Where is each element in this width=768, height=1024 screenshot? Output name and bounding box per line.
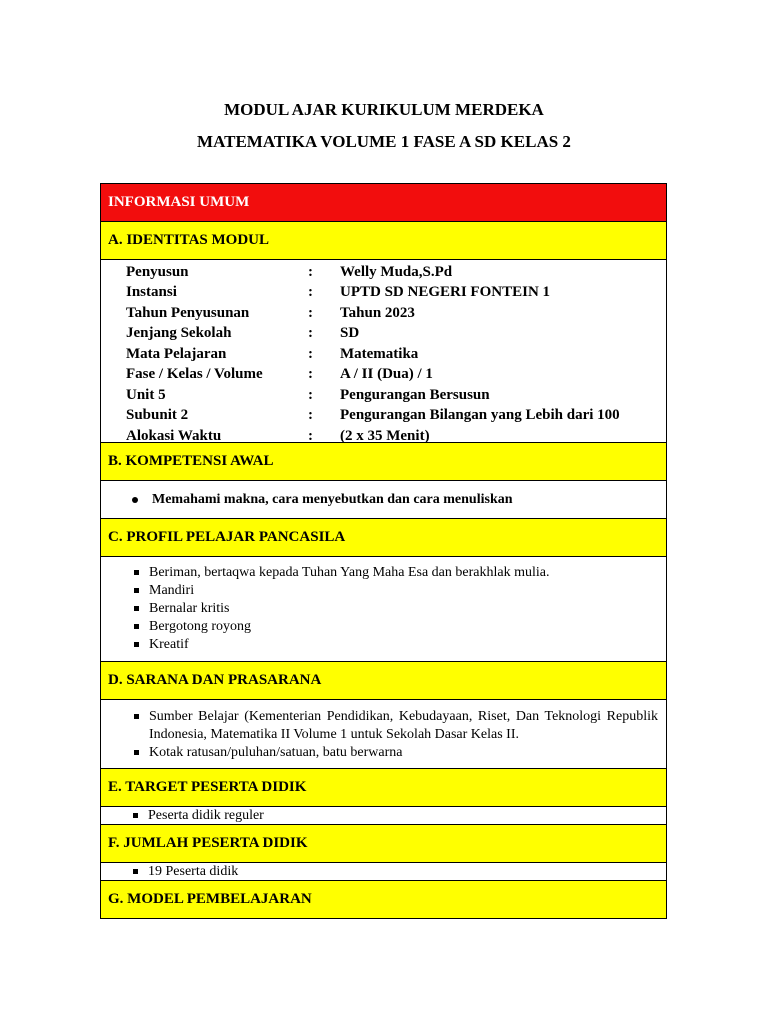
identitas-separator: :: [308, 263, 313, 280]
identitas-separator: :: [308, 427, 313, 444]
target-body: [101, 806, 666, 824]
identitas-row: [126, 324, 666, 345]
list-item: Bernalar kritis: [149, 600, 666, 618]
list-item: Sumber Belajar (Kementerian Pendidikan, Kebudayaan, Riset, Dan Teknologi Republik Indonesia, Matematika II Volume 1 untuk Sekolah Dasar Kelas II.: [149, 709, 658, 742]
identitas-value: (2 x 35 Menit): [340, 427, 430, 444]
list-item: 19 Peserta didik: [148, 863, 239, 879]
identitas-separator: :: [308, 366, 313, 383]
profil-list: [101, 564, 666, 654]
identitas-list: [101, 260, 666, 449]
identitas-label: Tahun Penyusunan: [126, 304, 250, 321]
sarana-body: [101, 699, 666, 768]
target-list: [101, 807, 264, 825]
identitas-row: [126, 406, 666, 427]
identitas-row: [126, 385, 666, 406]
identitas-separator: :: [308, 304, 313, 321]
identitas-label: Unit 5: [126, 386, 166, 403]
identitas-value: UPTD SD NEGERI FONTEIN 1: [340, 284, 551, 301]
identitas-separator: :: [308, 386, 313, 403]
identitas-value: SD: [340, 325, 360, 342]
list-item: Kotak ratusan/puluhan/satuan, batu berwarna: [149, 744, 658, 762]
identitas-row: [126, 426, 666, 447]
identitas-separator: :: [308, 284, 313, 301]
heading-model-pembelajaran: G. MODEL PEMBELAJARAN: [101, 880, 666, 918]
list-item: Peserta didik reguler: [148, 807, 264, 823]
document-title: MODUL AJAR KURIKULUM MERDEKA: [224, 100, 544, 119]
section-informasi-umum: INFORMASI UMUM: [101, 184, 666, 221]
identitas-label: Jenjang Sekolah: [126, 325, 232, 342]
identitas-row: [126, 262, 666, 283]
identitas-value: Tahun 2023: [340, 304, 415, 321]
identitas-label: Mata Pelajaran: [126, 345, 227, 362]
identitas-separator: :: [308, 407, 313, 424]
heading-target-peserta: E. TARGET PESERTA DIDIK: [101, 768, 666, 806]
jumlah-body: [101, 862, 666, 880]
document-subtitle: MATEMATIKA VOLUME 1 FASE A SD KELAS 2: [197, 132, 571, 151]
identitas-label: Alokasi Waktu: [126, 427, 222, 444]
profil-body: [101, 556, 666, 661]
identitas-value: Matematika: [340, 345, 419, 362]
list-item: Kreatif: [149, 636, 666, 654]
identitas-separator: :: [308, 325, 313, 342]
identitas-label: Instansi: [126, 284, 177, 301]
identitas-label: Subunit 2: [126, 407, 189, 424]
identitas-label: Fase / Kelas / Volume: [126, 366, 263, 383]
heading-identitas-modul: A. IDENTITAS MODUL: [101, 221, 666, 259]
heading-jumlah-peserta: F. JUMLAH PESERTA DIDIK: [101, 824, 666, 862]
identitas-value: Pengurangan Bilangan yang Lebih dari 100: [340, 407, 620, 424]
identitas-label: Penyusun: [126, 263, 189, 280]
identitas-value: A / II (Dua) / 1: [340, 366, 433, 383]
list-item: Mandiri: [149, 582, 666, 600]
list-item: Bergotong royong: [149, 618, 666, 636]
sarana-list: [101, 708, 666, 762]
heading-profil-pelajar: C. PROFIL PELAJAR PANCASILA: [101, 518, 666, 556]
identitas-row: [126, 344, 666, 365]
list-item: Memahami makna, cara menyebutkan dan cara menuliskan: [152, 491, 513, 507]
kompetensi-body: [101, 480, 666, 518]
heading-kompetensi-awal: B. KOMPETENSI AWAL: [101, 442, 666, 480]
identitas-body: [101, 259, 666, 442]
module-info-table: [100, 183, 667, 919]
list-item: Beriman, bertaqwa kepada Tuhan Yang Maha Esa dan berakhlak mulia.: [149, 564, 666, 582]
identitas-separator: :: [308, 345, 313, 362]
identitas-row: [126, 303, 666, 324]
jumlah-list: [101, 863, 238, 881]
heading-sarana-prasarana: D. SARANA DAN PRASARANA: [101, 661, 666, 699]
identitas-value: Pengurangan Bersusun: [340, 386, 490, 403]
kompetensi-list: [101, 491, 513, 509]
identitas-value: Welly Muda,S.Pd: [340, 263, 453, 280]
identitas-row: [126, 283, 666, 304]
identitas-row: [126, 365, 666, 386]
